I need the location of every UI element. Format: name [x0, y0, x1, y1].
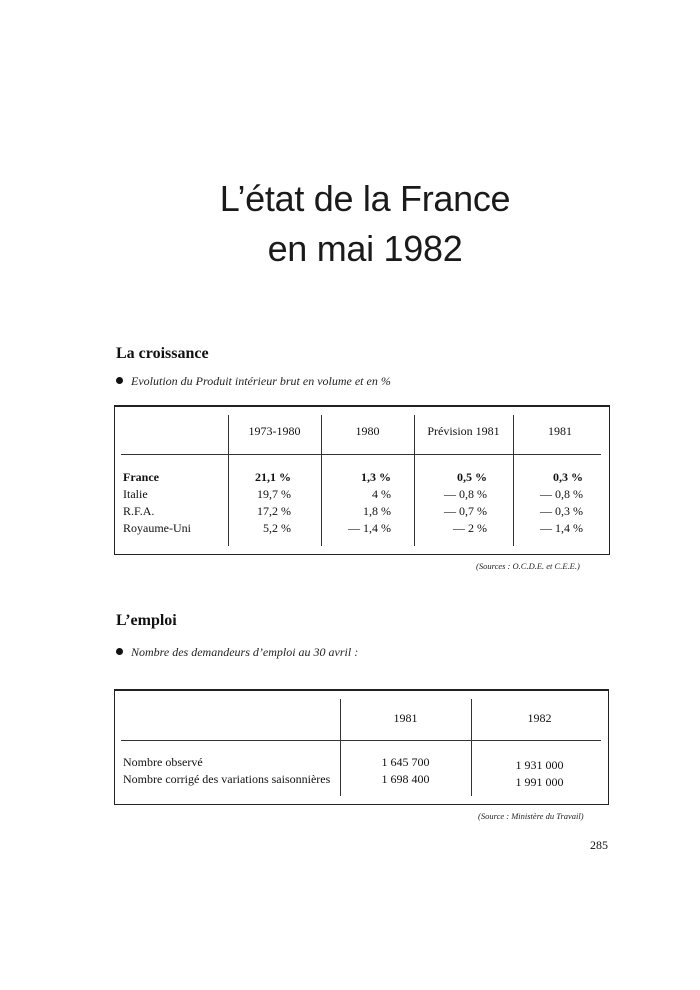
- table-cell: 0,5 %: [457, 470, 487, 484]
- table-cell: — 1,4 %: [348, 521, 391, 535]
- col-header-1980: 1980: [355, 424, 380, 438]
- table-cell: 1 931 000: [515, 758, 564, 772]
- page-number: 285: [590, 838, 608, 852]
- col-header-1973-1980: 1973-1980: [248, 424, 301, 438]
- table-cell: 19,7 %: [257, 487, 291, 501]
- table-cell: 1,3 %: [361, 470, 391, 484]
- table-cell: — 2 %: [453, 521, 487, 535]
- col-header-1981: 1981: [548, 424, 572, 438]
- page-title-line-1: L’état de la France: [219, 178, 511, 219]
- row-label-nombre-corrige: Nombre corrigé des variations saisonnières: [123, 772, 331, 786]
- table-cell: 1,8 %: [363, 504, 391, 518]
- table-cell: — 0,8 %: [444, 487, 487, 501]
- header-rule: [121, 454, 601, 455]
- row-label-royaume-uni: Royaume-Uni: [123, 521, 191, 535]
- table-cell: 0,3 %: [553, 470, 583, 484]
- bullet-icon: [116, 648, 123, 655]
- table-croissance: [114, 405, 610, 555]
- table-cell: — 1,4 %: [540, 521, 583, 535]
- page-title-line-2: en mai 1982: [267, 228, 463, 269]
- row-label-nombre-observe: Nombre observé: [123, 755, 203, 769]
- caption-pib: [116, 374, 391, 389]
- section-heading-emploi: L’emploi: [116, 612, 177, 629]
- source-note-emploi: (Source : Ministère du Travail): [478, 811, 584, 821]
- col-header-prevision-1981: Prévision 1981: [427, 424, 500, 438]
- table-cell: 1 645 700: [381, 755, 430, 769]
- table-cell: 1 991 000: [515, 775, 564, 789]
- table-emploi: [114, 689, 609, 805]
- table-cell: 17,2 %: [257, 504, 291, 518]
- row-label-france: France: [123, 470, 159, 484]
- col-header-1981: 1981: [393, 711, 418, 725]
- table-cell: — 0,7 %: [444, 504, 487, 518]
- row-label-rfa: R.F.A.: [123, 504, 155, 518]
- header-rule: [121, 740, 601, 741]
- caption-emploi-text: Nombre des demandeurs d’emploi au 30 avril :: [131, 645, 359, 659]
- table-cell: 1 698 400: [381, 772, 430, 786]
- col-header-1982: 1982: [527, 711, 552, 725]
- table-cell: — 0,8 %: [540, 487, 583, 501]
- section-heading-croissance: La croissance: [116, 345, 209, 362]
- caption-pib-text: Evolution du Produit intérieur brut en volume et en %: [131, 374, 391, 388]
- caption-emploi: [116, 645, 358, 660]
- table-cell: 5,2 %: [263, 521, 291, 535]
- row-label-italie: Italie: [123, 487, 148, 501]
- source-note-croissance: (Sources : O.C.D.E. et C.E.E.): [476, 561, 580, 571]
- bullet-icon: [116, 377, 123, 384]
- table-cell: 4 %: [372, 487, 391, 501]
- table-cell: 21,1 %: [255, 470, 291, 484]
- table-cell: — 0,3 %: [540, 504, 583, 518]
